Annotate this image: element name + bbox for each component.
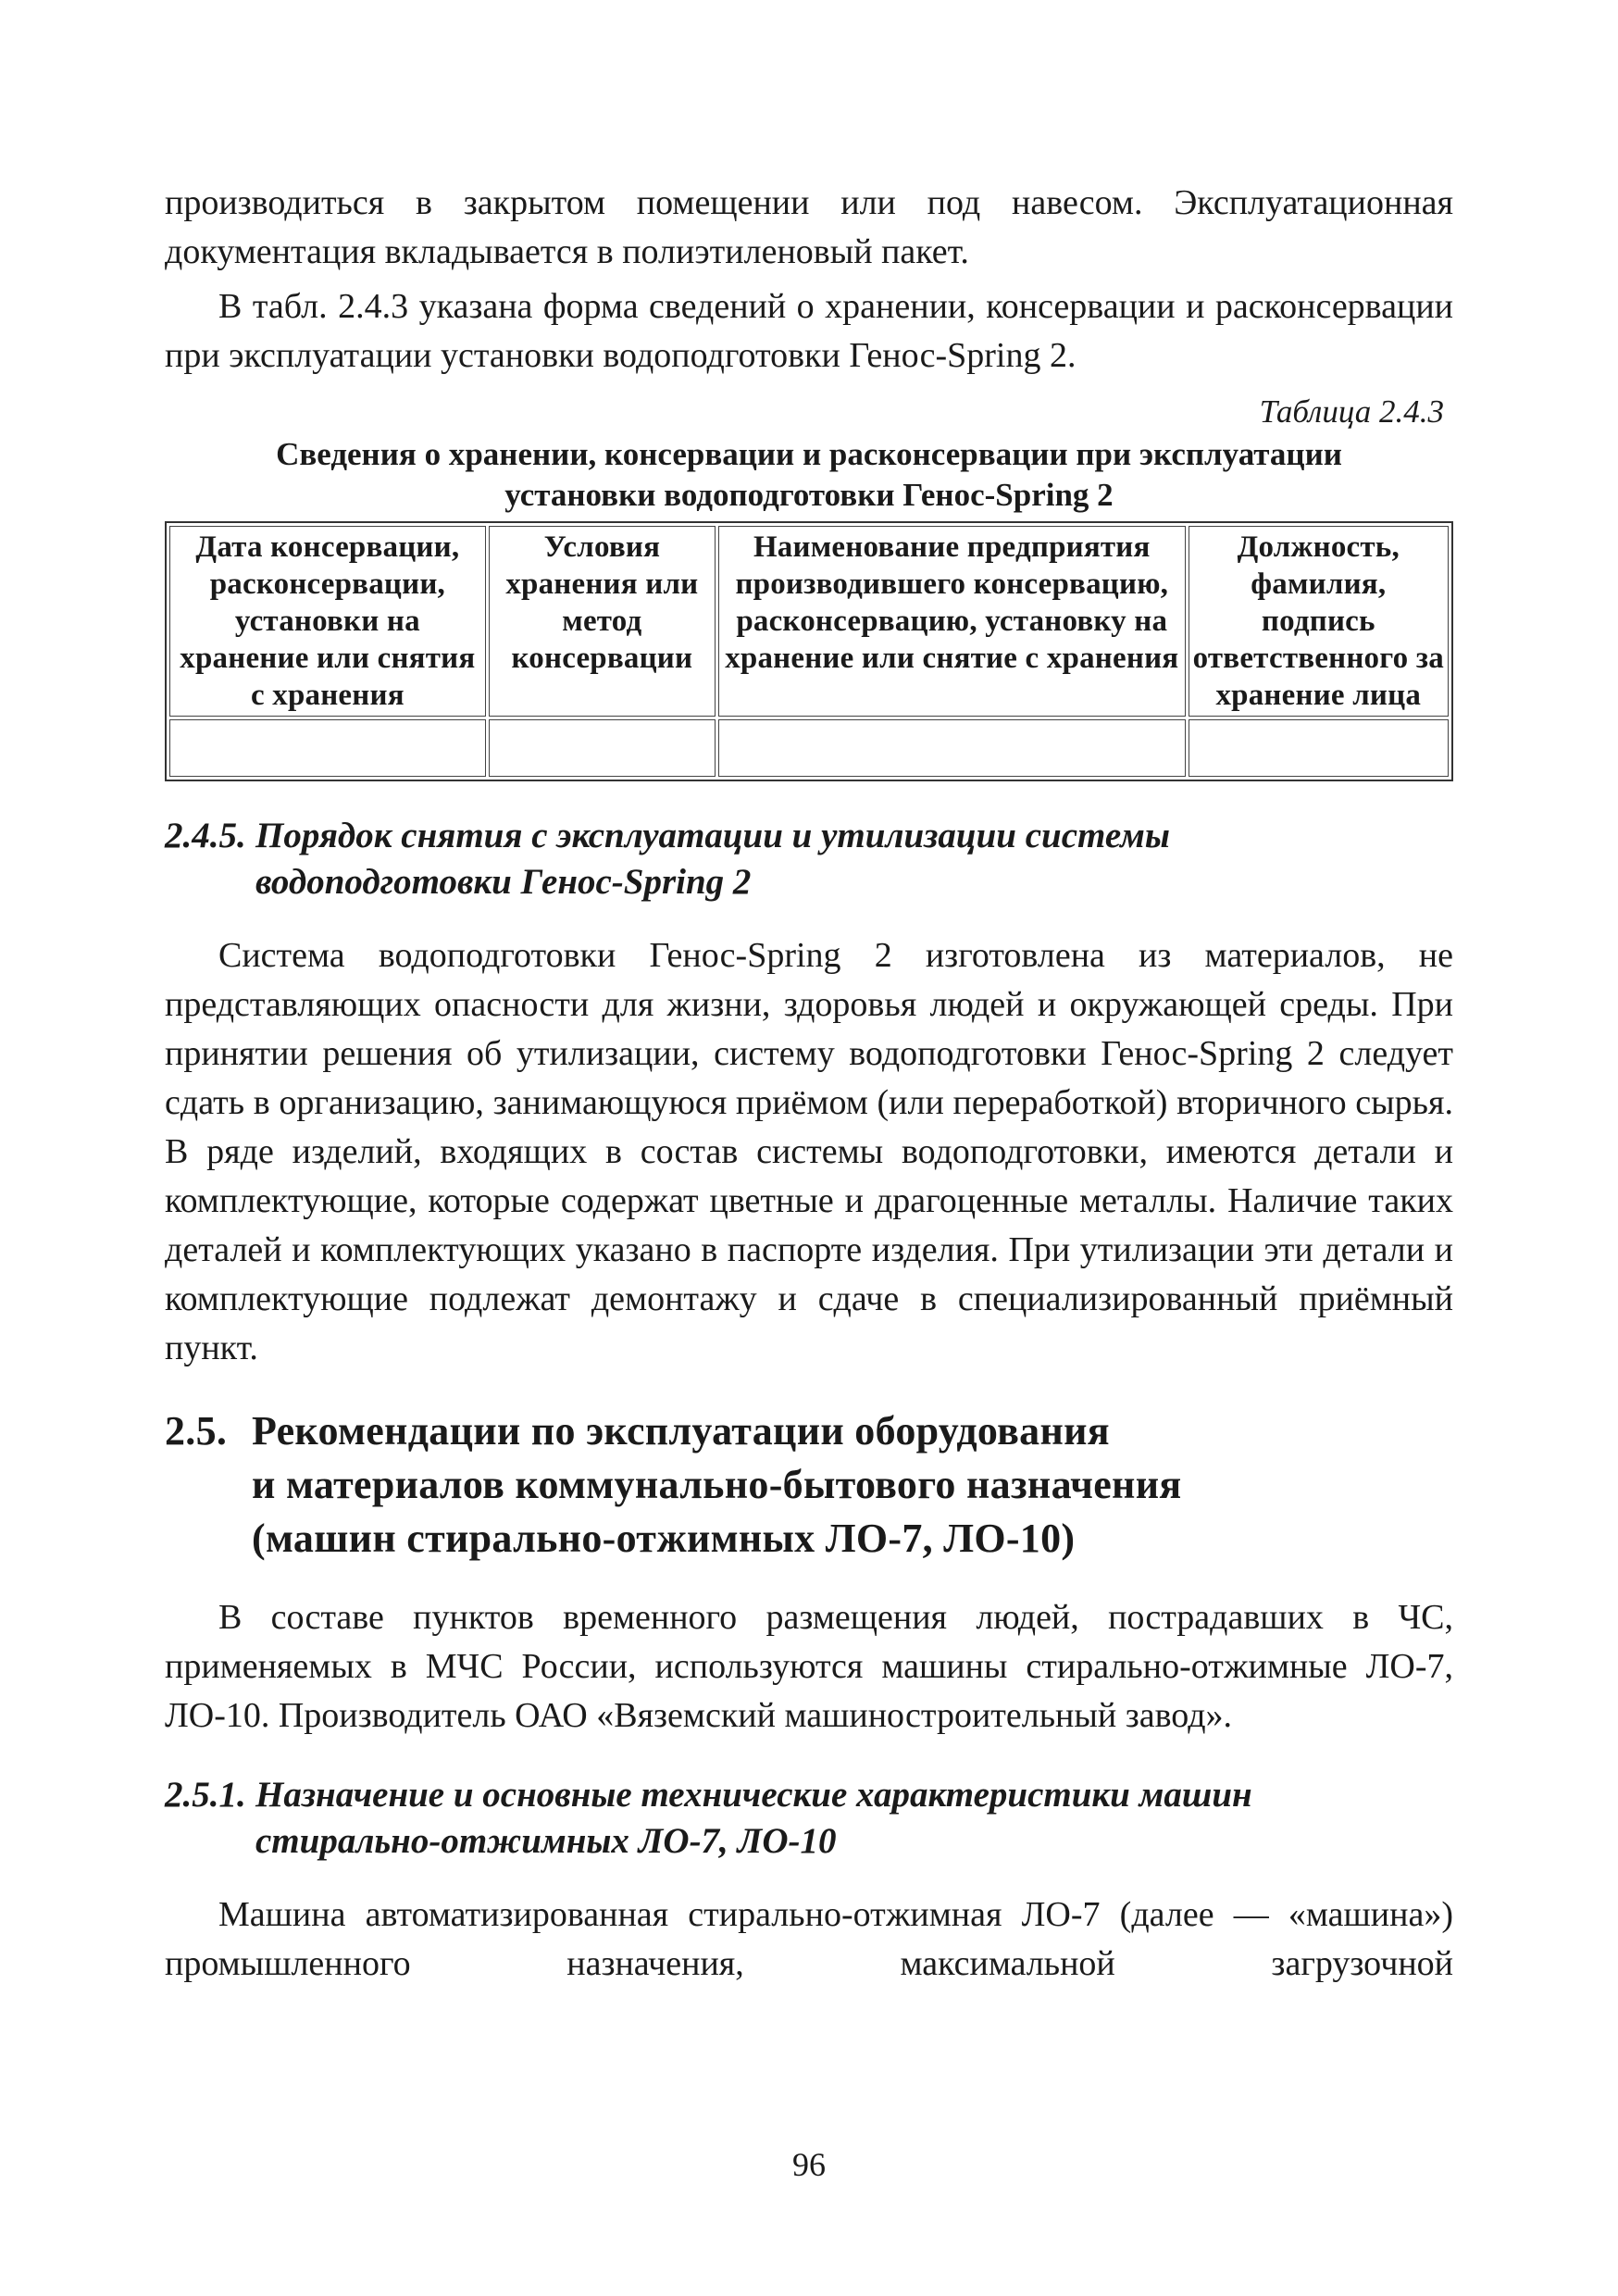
table-cell-empty bbox=[169, 719, 486, 777]
table-header-row bbox=[169, 526, 1449, 717]
section-2-4-5-title-line-1: Порядок снятия с эксплуатации и утилизации системы bbox=[255, 816, 1170, 855]
section-2-4-5-title-line-2: водоподготовки Генос-Spring 2 bbox=[255, 862, 752, 902]
section-2-4-5-paragraph: Система водоподготовки Генос-Spring 2 изготовлена из материалов, не представляющих опасности для жизни, здоровья людей и окружающей среды. При принятии решения об утилизации, систему водоподготовки Генос-Spring 2 следует сдать в организацию, занимающуюся приёмом (или переработкой) вторичного сырья. В ряде изделий, входящих в состав системы водоподготовки, имеются детали и комплектующие, которые содержат цветные и драгоценные металлы. Наличие таких деталей и комплектующих указано в паспорте изделия. При утилизации эти детали и комплектующие подлежат демонтажу и сдаче в специализированный приёмный пункт. bbox=[165, 936, 1453, 1367]
intro-paragraph-continued: производиться в закрытом помещении или под навесом. Эксплуатационная документация вкладывается в полиэтиленовый пакет. bbox=[165, 183, 1453, 271]
section-2-4-5-number: 2.4.5. bbox=[165, 816, 246, 855]
section-2-5-1-title-line-1: Назначение и основные технические характеристики машин bbox=[255, 1775, 1252, 1815]
table-header-responsible: Должность, фамилия, подпись ответственного за хранение лица bbox=[1189, 526, 1449, 717]
storage-info-table bbox=[165, 521, 1453, 781]
page-content bbox=[165, 179, 1453, 1989]
section-2-5-paragraph: В составе пунктов временного размещения людей, пострадавших в ЧС, применяемых в МЧС России, используются машины стирально-отжимные ЛО-7, ЛО-10. Производитель ОАО «Вяземский машиностроительный завод». bbox=[165, 1598, 1453, 1735]
section-2-5-1-paragraph: Машина автоматизированная стирально-отжимная ЛО-7 (далее — «машина») промышленного назначения, максимальной загрузочной bbox=[165, 1895, 1453, 1983]
section-2-4-5-heading bbox=[165, 813, 1453, 905]
section-2-5-title-line-3: (машин стирально-отжимных ЛО-7, ЛО-10) bbox=[252, 1516, 1076, 1561]
section-2-5-1-number: 2.5.1. bbox=[165, 1775, 246, 1815]
table-row bbox=[169, 719, 1449, 777]
intro-paragraph-table-reference: В табл. 2.4.3 указана форма сведений о хранении, консервации и расконсервации при эксплуатации установки водоподготовки Генос-Spring 2. bbox=[165, 287, 1453, 375]
table-label: Таблица 2.4.3 bbox=[1259, 393, 1444, 430]
table-title-line-2: установки водоподготовки Генос-Spring 2 bbox=[504, 477, 1114, 513]
table-header-date: Дата консервации, расконсервации, установки на хранение или снятия с хранения bbox=[169, 526, 486, 717]
section-2-5-title-line-2: и материалов коммунально-бытового назначения bbox=[252, 1462, 1182, 1507]
table-cell-empty bbox=[718, 719, 1186, 777]
section-2-5-heading bbox=[165, 1404, 1453, 1566]
page-number: 96 bbox=[792, 2146, 826, 2183]
table-cell-empty bbox=[489, 719, 716, 777]
table-header-conditions: Условия хранения или метод консервации bbox=[489, 526, 716, 717]
section-2-5-number: 2.5. bbox=[165, 1408, 228, 1454]
section-2-5-title-line-1: Рекомендации по эксплуатации оборудования bbox=[252, 1408, 1110, 1454]
table-cell-empty bbox=[1189, 719, 1449, 777]
section-2-5-1-heading bbox=[165, 1772, 1453, 1865]
table-title-line-1: Сведения о хранении, консервации и расконсервации при эксплуатации bbox=[276, 436, 1342, 472]
table-title bbox=[189, 434, 1429, 516]
section-2-5-1-title-line-2: стирально-отжимных ЛО-7, ЛО-10 bbox=[255, 1821, 837, 1861]
table-header-enterprise: Наименование предприятия производившего консервацию, расконсервацию, установку на хранение или снятие с хранения bbox=[718, 526, 1186, 717]
